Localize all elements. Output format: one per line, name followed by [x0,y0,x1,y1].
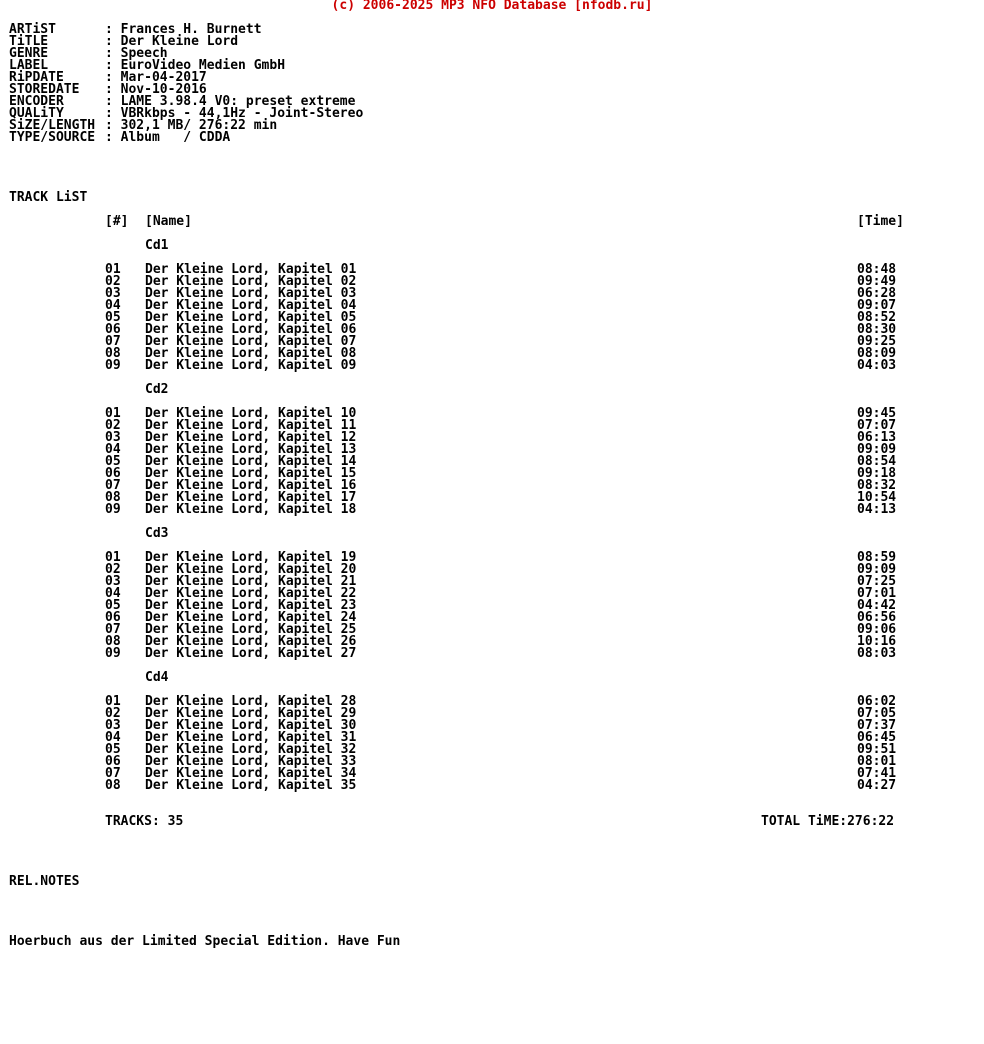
disc-label: Cd3 [145,526,169,541]
track-time: 07:25 [857,574,897,589]
track-name: Der Kleine Lord, Kapitel 22 [145,586,357,601]
track-number: 09 [105,646,121,661]
track-number: 08 [105,490,121,505]
track-number: 02 [105,706,121,721]
track-number: 09 [105,502,121,517]
info-key: GENRE [9,46,49,61]
track-time: 08:52 [857,310,897,325]
track-number: 01 [105,550,121,565]
track-time: 06:28 [857,286,897,301]
track-time: 07:01 [857,586,897,601]
track-name: Der Kleine Lord, Kapitel 27 [145,646,357,661]
track-time: 04:27 [857,778,897,793]
info-value: LAME 3.98.4 V0: preset extreme [120,94,356,109]
track-name: Der Kleine Lord, Kapitel 30 [145,718,357,733]
track-name: Der Kleine Lord, Kapitel 17 [145,490,357,505]
track-time: 06:56 [857,610,897,625]
track-name: Der Kleine Lord, Kapitel 26 [145,634,357,649]
track-time: 04:42 [857,598,897,613]
track-time: 07:07 [857,418,897,433]
track-number: 04 [105,586,121,601]
col-num-header: [#] [105,214,129,229]
track-name: Der Kleine Lord, Kapitel 08 [145,346,357,361]
info-separator: : [105,46,121,61]
info-separator: : [105,22,121,37]
info-separator: : [105,34,121,49]
track-number: 03 [105,718,121,733]
info-key: TiTLE [9,34,49,49]
track-number: 02 [105,418,121,433]
track-number: 03 [105,286,121,301]
track-number: 06 [105,610,121,625]
track-name: Der Kleine Lord, Kapitel 04 [145,298,357,313]
track-name: Der Kleine Lord, Kapitel 25 [145,622,357,637]
info-value: Mar-04-2017 [120,70,207,85]
track-number: 03 [105,430,121,445]
info-value: Frances H. Burnett [120,22,262,37]
track-time: 09:45 [857,406,897,421]
track-name: Der Kleine Lord, Kapitel 18 [145,502,357,517]
disc-label: Cd1 [145,238,169,253]
track-number: 07 [105,478,121,493]
track-number: 01 [105,262,121,277]
track-name: Der Kleine Lord, Kapitel 10 [145,406,357,421]
track-name: Der Kleine Lord, Kapitel 06 [145,322,357,337]
track-number: 04 [105,730,121,745]
info-key: STOREDATE [9,82,80,97]
track-name: Der Kleine Lord, Kapitel 07 [145,334,357,349]
track-name: Der Kleine Lord, Kapitel 35 [145,778,357,793]
track-number: 05 [105,310,121,325]
track-number: 06 [105,322,121,337]
info-row [9,132,230,144]
track-time: 06:45 [857,730,897,745]
track-name: Der Kleine Lord, Kapitel 31 [145,730,357,745]
col-name-header: [Name] [145,214,192,229]
info-separator: : [105,130,121,145]
info-value: VBRkbps - 44,1Hz - Joint-Stereo [120,106,364,121]
track-name: Der Kleine Lord, Kapitel 09 [145,358,357,373]
track-name: Der Kleine Lord, Kapitel 19 [145,550,357,565]
copyright-header: (c) 2006-2025 MP3 NFO Database [nfodb.ru] [331,0,653,13]
track-name: Der Kleine Lord, Kapitel 02 [145,274,357,289]
track-number: 05 [105,742,121,757]
track-number: 06 [105,466,121,481]
track-time: 09:06 [857,622,897,637]
track-time: 09:09 [857,442,897,457]
release-notes-heading: REL.NOTES [9,874,80,889]
info-value: Speech [120,46,168,61]
track-name: Der Kleine Lord, Kapitel 13 [145,442,357,457]
track-name: Der Kleine Lord, Kapitel 14 [145,454,357,469]
track-time: 08:54 [857,454,897,469]
track-number: 07 [105,334,121,349]
info-key: TYPE/SOURCE [9,130,96,145]
track-number: 08 [105,346,121,361]
track-number: 09 [105,358,121,373]
info-value: Der Kleine Lord [120,34,239,49]
track-time: 09:09 [857,562,897,577]
track-time: 09:25 [857,334,897,349]
track-number: 07 [105,622,121,637]
track-number: 02 [105,562,121,577]
track-name: Der Kleine Lord, Kapitel 16 [145,478,357,493]
track-time: 08:30 [857,322,897,337]
track-name: Der Kleine Lord, Kapitel 24 [145,610,357,625]
track-time: 08:03 [857,646,897,661]
track-name: Der Kleine Lord, Kapitel 21 [145,574,357,589]
track-time: 09:18 [857,466,897,481]
track-number: 05 [105,598,121,613]
track-time: 08:48 [857,262,897,277]
col-time-header: [Time] [857,214,904,229]
track-name: Der Kleine Lord, Kapitel 20 [145,562,357,577]
track-name: Der Kleine Lord, Kapitel 33 [145,754,357,769]
info-separator: : [105,106,121,121]
track-time: 10:16 [857,634,897,649]
track-time: 04:13 [857,502,897,517]
track-name: Der Kleine Lord, Kapitel 05 [145,310,357,325]
info-separator: : [105,82,121,97]
track-name: Der Kleine Lord, Kapitel 29 [145,706,357,721]
disc-label: Cd4 [145,670,169,685]
track-number: 08 [105,634,121,649]
track-time: 07:37 [857,718,897,733]
track-number: 05 [105,454,121,469]
track-name: Der Kleine Lord, Kapitel 01 [145,262,357,277]
track-time: 09:51 [857,742,897,757]
track-name: Der Kleine Lord, Kapitel 12 [145,430,357,445]
track-number: 08 [105,778,121,793]
track-name: Der Kleine Lord, Kapitel 23 [145,598,357,613]
info-key: SiZE/LENGTH [9,118,96,133]
track-time: 06:02 [857,694,897,709]
info-value: Album / CDDA [120,130,231,145]
total-time: TOTAL TiME:276:22 [761,814,895,829]
release-notes-text: Hoerbuch aus der Limited Special Edition. Have Fun [9,934,401,949]
track-number: 04 [105,298,121,313]
disc-label: Cd2 [145,382,169,397]
track-name: Der Kleine Lord, Kapitel 03 [145,286,357,301]
info-separator: : [105,118,121,133]
track-time: 09:49 [857,274,897,289]
track-number: 03 [105,574,121,589]
tracks-count: TRACKS: 35 [105,814,184,829]
info-separator: : [105,94,121,109]
track-name: Der Kleine Lord, Kapitel 11 [145,418,357,433]
info-value: Nov-10-2016 [120,82,207,97]
track-number: 07 [105,766,121,781]
track-number: 01 [105,406,121,421]
track-name: Der Kleine Lord, Kapitel 28 [145,694,357,709]
track-time: 07:05 [857,706,897,721]
info-separator: : [105,70,121,85]
info-key: RiPDATE [9,70,64,85]
track-time: 09:07 [857,298,897,313]
track-time: 06:13 [857,430,897,445]
track-number: 02 [105,274,121,289]
track-time: 10:54 [857,490,897,505]
track-name: Der Kleine Lord, Kapitel 15 [145,466,357,481]
info-key: ENCODER [9,94,64,109]
track-time: 08:01 [857,754,897,769]
info-value: EuroVideo Medien GmbH [120,58,286,73]
track-time: 08:09 [857,346,897,361]
track-number: 01 [105,694,121,709]
info-key: QUALiTY [9,106,64,121]
track-time: 07:41 [857,766,897,781]
track-time: 08:32 [857,478,897,493]
info-value: 302,1 MB/ 276:22 min [120,118,278,133]
track-name: Der Kleine Lord, Kapitel 34 [145,766,357,781]
track-number: 04 [105,442,121,457]
track-time: 08:59 [857,550,897,565]
info-key: LABEL [9,58,49,73]
info-separator: : [105,58,121,73]
tracklist-heading: TRACK LiST [9,190,88,205]
track-number: 06 [105,754,121,769]
track-name: Der Kleine Lord, Kapitel 32 [145,742,357,757]
track-time: 04:03 [857,358,897,373]
info-key: ARTiST [9,22,56,37]
